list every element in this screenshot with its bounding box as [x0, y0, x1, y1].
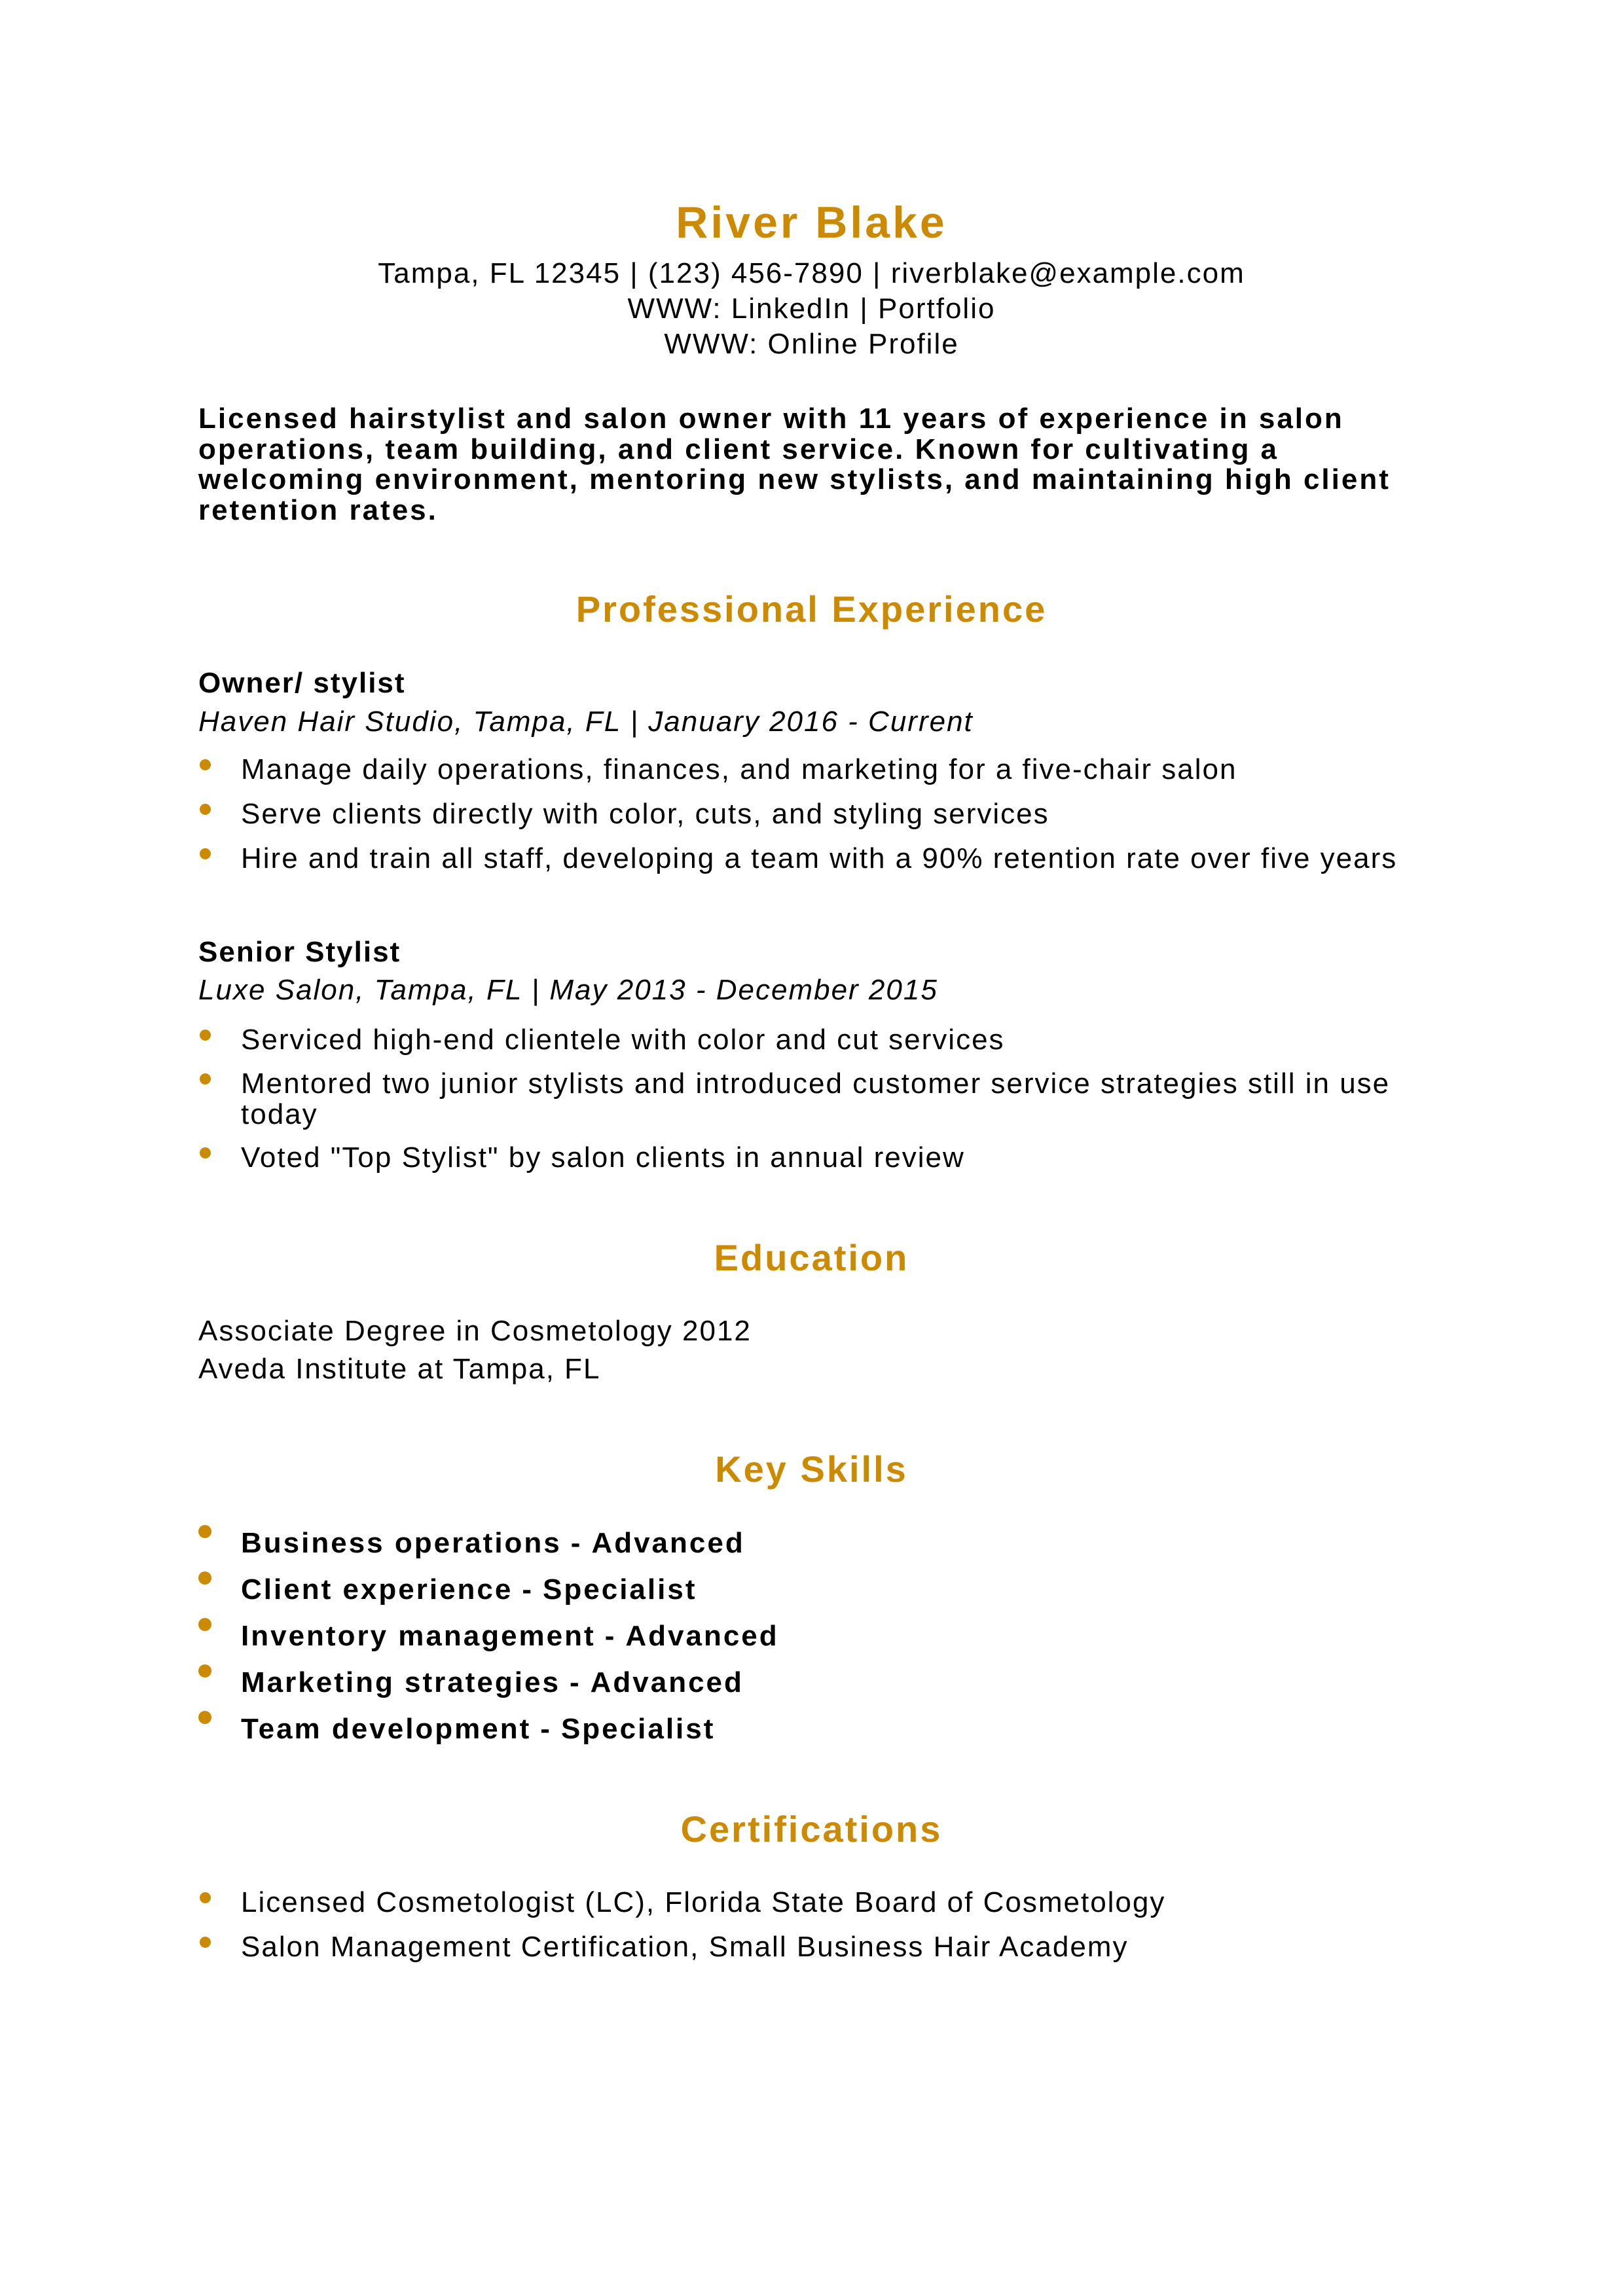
skill-separator: -: [570, 1527, 583, 1559]
skill-item: [241, 1715, 715, 1744]
candidate-name: River Blake: [676, 198, 947, 247]
contact-line-links: WWW: LinkedIn | Portfolio: [627, 293, 996, 325]
bullet-icon: [200, 759, 211, 770]
certification-item: Licensed Cosmetologist (LC), Florida State Board of Cosmetology: [241, 1886, 1166, 1918]
skill-item: [241, 1529, 745, 1558]
section-title-experience: Professional Experience: [575, 588, 1048, 630]
contact-line-address-phone-email: Tampa, FL 12345 | (123) 456-7890 | riverblake@example.com: [378, 257, 1245, 289]
bullet-icon: [198, 1571, 211, 1585]
bullet-icon: [200, 848, 211, 859]
skill-name: Inventory management: [241, 1620, 596, 1652]
skill-name: Team development: [241, 1713, 532, 1745]
certification-item: Salon Management Certification, Small Business Hair Academy: [241, 1931, 1129, 1963]
job-bullet: Voted "Top Stylist" by salon clients in annual review: [241, 1141, 965, 1174]
job-bullet: Serve clients directly with color, cuts, and styling services: [241, 798, 1049, 830]
professional-summary: Licensed hairstylist and salon owner with 11 years of experience in salon operations, team building, and client service. Known for cultivating a welcoming environment, mentoring new stylists, and maintaining high client retention rates.: [198, 403, 1391, 526]
skill-level: Specialist: [543, 1573, 697, 1605]
skill-separator: -: [522, 1573, 534, 1605]
skill-level: Advanced: [591, 1527, 745, 1559]
skill-separator: -: [540, 1713, 552, 1745]
bullet-icon: [198, 1525, 211, 1538]
skill-name: Business operations: [241, 1527, 562, 1559]
job-title: Senior Stylist: [198, 936, 401, 968]
job-company-dates: Haven Hair Studio, Tampa, FL | January 2016 - Current: [198, 706, 974, 738]
job-company-dates: Luxe Salon, Tampa, FL | May 2013 - December 2015: [198, 974, 938, 1006]
bullet-icon: [200, 1937, 211, 1948]
section-title-education: Education: [714, 1237, 909, 1278]
skill-separator: -: [604, 1620, 617, 1652]
skill-separator: -: [569, 1666, 581, 1698]
job-bullet: Serviced high-end clientele with color and cut services: [241, 1024, 1005, 1056]
section-title-skills: Key Skills: [715, 1448, 908, 1490]
job-bullet: Mentored two junior stylists and introduced customer service strategies still in use today: [241, 1067, 1391, 1130]
skill-item: [241, 1668, 744, 1697]
bullet-icon: [200, 1147, 211, 1158]
section-title-certifications: Certifications: [680, 1808, 943, 1850]
job-title: Owner/ stylist: [198, 667, 406, 699]
job-bullet: Hire and train all staff, developing a team with a 90% retention rate over five years: [241, 842, 1398, 874]
job-bullet: Manage daily operations, finances, and marketing for a five-chair salon: [241, 753, 1237, 785]
skill-name: Client experience: [241, 1573, 513, 1605]
contact-line-online-profile: WWW: Online Profile: [664, 328, 959, 360]
skill-level: Advanced: [590, 1666, 744, 1698]
skill-item: [241, 1575, 697, 1604]
bullet-icon: [200, 1892, 211, 1903]
bullet-icon: [200, 804, 211, 815]
skill-item: [241, 1622, 779, 1651]
education-school: Aveda Institute at Tampa, FL: [198, 1353, 601, 1385]
education-degree: Associate Degree in Cosmetology 2012: [198, 1315, 752, 1347]
bullet-icon: [198, 1664, 211, 1677]
skill-level: Specialist: [560, 1713, 716, 1745]
skill-level: Advanced: [625, 1620, 779, 1652]
bullet-icon: [198, 1618, 211, 1631]
bullet-icon: [200, 1073, 211, 1085]
bullet-icon: [198, 1711, 211, 1724]
bullet-icon: [200, 1030, 211, 1041]
skill-name: Marketing strategies: [241, 1666, 560, 1698]
